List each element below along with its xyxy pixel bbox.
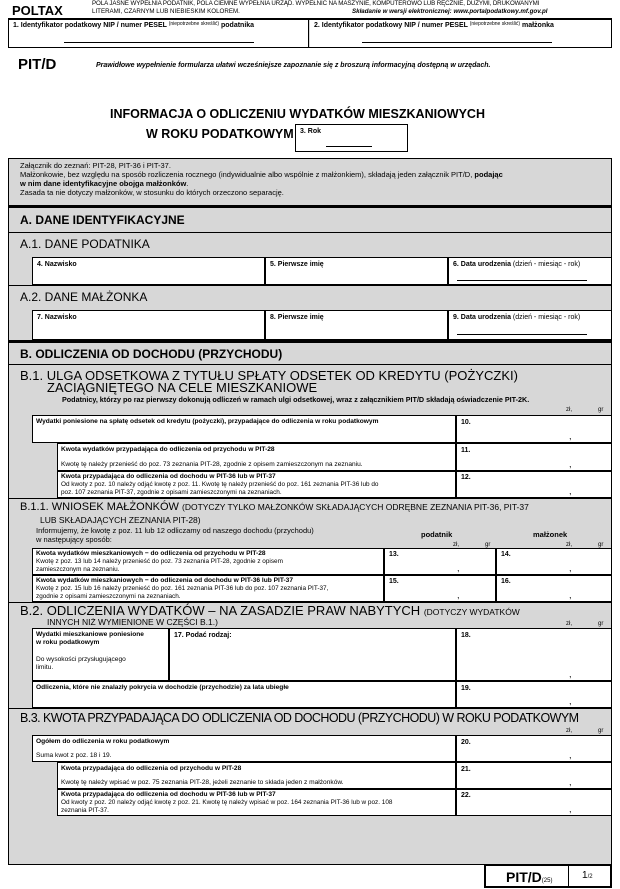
- section-b2-title-line2: INNYCH NIŻ WYMIENIONE W CZĘŚCI B.1.): [47, 617, 218, 627]
- fill-instructions-line2: LITERAMI, CZARNYM LUB NIEBIESKIM KOLOREM.: [92, 8, 240, 15]
- b11-gr-2: gr: [598, 542, 604, 548]
- row21-note: Kwotę tę należy wpisać w poz. 75 zeznania PIT-28, jeżeli zeznanie to składa jeden z małżonków.: [61, 779, 344, 786]
- row19-label-cell: [32, 681, 456, 708]
- field-18-number: 18.: [461, 632, 471, 639]
- row15-note-line1: Kwotę z poz. 15 lub 16 należy przenieść do poz. 161 zeznania PIT-36 lub do poz. 107 zeznania PIT-37,: [36, 585, 329, 592]
- section-b11-title-line1: B.1.1. WNIOSEK MAŁŻONKÓW (DOTYCZY TYLKO MAŁŻONKÓW SKŁADAJĄCYCH ODRĘBNE ZEZNANIA PIT-36, PIT-37: [20, 501, 529, 513]
- row17-left-line1: Wydatki mieszkaniowe poniesione: [36, 631, 144, 638]
- first-name-label: 5. Pierwsze imię: [270, 261, 324, 268]
- row22-note-line1: Od kwoty z poz. 20 należy odjąć kwotę z poz. 21. Kwotę tę należy wpisać w poz. 164 zeznania PIT-36 lub w poz. 108: [61, 799, 393, 806]
- field-22-number: 22.: [461, 792, 471, 799]
- col-taxpayer-header: podatnik: [421, 530, 453, 539]
- section-a2-title: A.2. DANE MAŁŻONKA: [20, 290, 148, 304]
- row10-label-cell: [32, 415, 456, 443]
- b2-zl-header: zł,: [566, 621, 572, 627]
- surname-label: 4. Nazwisko: [37, 261, 77, 268]
- row12-label: Kwota przypadająca do odliczenia od dochodu w PIT-36 lub w PIT-37: [61, 473, 276, 480]
- b1-zl-header: zł,: [566, 407, 572, 413]
- field-10-number: 10.: [461, 419, 471, 426]
- field-13[interactable]: 13. ,: [384, 548, 496, 575]
- form-title-line2: W ROKU PODATKOWYM: [146, 127, 294, 141]
- intro-line1: Załącznik do zeznań: PIT-28, PIT-36 i PIT-37.: [20, 161, 171, 170]
- b1-gr-header: gr: [598, 407, 604, 413]
- electronic-filing-note: Składanie w wersji elektronicznej: www.portalpodatkowy.mf.gov.pl: [352, 8, 548, 15]
- field-13-number: 13.: [389, 551, 399, 558]
- field-17[interactable]: [169, 628, 456, 681]
- b2-gr-header: gr: [598, 621, 604, 627]
- field-20-number: 20.: [461, 739, 471, 746]
- b3-gr-header: gr: [598, 728, 604, 734]
- row13-note-line2: zamieszczonym na zeznaniu.: [36, 566, 120, 573]
- row11-label: Kwota wydatków przypadająca do odliczenia od przychodu w PIT-28: [61, 446, 275, 453]
- row17-left-line4: limitu.: [36, 664, 54, 671]
- field-21[interactable]: 21. ,: [456, 762, 612, 789]
- section-b3-title: B.3. KWOTA PRZYPADAJĄCA DO ODLICZENIA OD DOCHODU (PRZYCHODU) W ROKU PODATKOWYM: [20, 711, 579, 725]
- row10-label: Wydatki poniesione na spłatę odsetek od kredytu (pożyczki), przypadające do odliczenia w roku podatkowym: [36, 418, 379, 425]
- spouse-first-name-label: 8. Pierwsze imię: [270, 314, 324, 321]
- field-18[interactable]: 18. ,: [456, 628, 612, 681]
- form-code: PIT/D: [18, 56, 57, 73]
- birth-date-hint: (dzień - miesiąc - rok): [512, 261, 581, 268]
- field-16[interactable]: 16. ,: [496, 575, 612, 602]
- first-name-field[interactable]: [265, 257, 448, 285]
- intro-line4: Zasada ta nie dotyczy małżonków, w stosunku do których orzeczono separację.: [20, 188, 284, 197]
- field-21-number: 21.: [461, 766, 471, 773]
- field-14[interactable]: 14. ,: [496, 548, 612, 575]
- field2-label: 2. Identyfikator podatkowy NIP / numer PESEL: [314, 22, 468, 29]
- field-16-number: 16.: [501, 578, 511, 585]
- row15-label-cell: [32, 575, 384, 602]
- field-11[interactable]: 11. ,: [456, 443, 612, 471]
- row17-left-line3: Do wysokości przysługującego: [36, 656, 126, 663]
- row22-note-line2: zeznania PIT-37.: [61, 807, 109, 814]
- field-15[interactable]: 15. ,: [384, 575, 496, 602]
- footer-version: (25): [541, 878, 553, 884]
- form-title-line1: INFORMACJA O ODLICZENIU WYDATKÓW MIESZKANIOWYCH: [110, 107, 485, 121]
- birth-date-field[interactable]: [448, 257, 612, 285]
- field-11-number: 11.: [461, 447, 471, 454]
- row15-label: Kwota wydatków mieszkaniowych − do odliczenia od dochodu w PIT-36 lub PIT-37: [36, 577, 294, 584]
- row17-left-cell: [32, 628, 169, 681]
- spouse-surname-field[interactable]: [32, 310, 265, 340]
- row12-note-line1: Od kwoty z poz. 10 należy odjąć kwotę z poz. 11. Kwotę tę należy przenieść do poz. 161 zeznania PIT-36 lub do: [61, 481, 379, 488]
- field-20[interactable]: 20. ,: [456, 735, 612, 762]
- spouse-birth-date-label: 9. Data urodzenia: [453, 314, 511, 321]
- row20-note: Suma kwot z poz. 18 i 19.: [36, 752, 112, 759]
- row22-label: Kwota przypadająca do odliczenia od dochodu w PIT-36 lub w PIT-37: [61, 791, 276, 798]
- instruction-note: Prawidłowe wypełnienie formularza ułatwi wcześniejsze zapoznanie się z broszurą informacyjną dostępną w urzędach.: [96, 62, 491, 69]
- spouse-surname-label: 7. Nazwisko: [37, 314, 77, 321]
- field1-hint: (niepotrzebne skreślić): [168, 21, 220, 27]
- field-10[interactable]: 10. ,: [456, 415, 612, 443]
- field-12-number: 12.: [461, 474, 471, 481]
- fill-instructions-line1: POLA JASNE WYPEŁNIA PODATNIK, POLA CIEMNE WYPEŁNIA URZĄD. WYPEŁNIĆ NA MASZYNIE, KOMPUTEROWO LUB RĘCZNIE, DUŻYMI, DRUKOWANYMI: [92, 0, 540, 7]
- section-b1-title-line2: ZACIĄGNIĘTEGO NA CELE MIESZKANIOWE: [47, 380, 318, 395]
- row17-left-line2: w roku podatkowym: [36, 639, 100, 646]
- field-17-label: 17. Podać rodzaj:: [174, 632, 232, 639]
- spouse-birth-date-hint: (dzień - miesiąc - rok): [512, 314, 581, 321]
- row11-note: Kwotę tę należy przenieść do poz. 73 zeznania PIT-28, zgodnie z opisem zamieszczonym na zeznaniu.: [61, 461, 363, 468]
- row19-label: Odliczenia, które nie znalazły pokrycia w dochodzie (przychodzie) za lata ubiegłe: [36, 684, 289, 691]
- footer-form-code: PIT/D: [506, 869, 542, 885]
- birth-date-label: 6. Data urodzenia: [453, 261, 511, 268]
- year-field[interactable]: [295, 124, 408, 152]
- surname-field[interactable]: [32, 257, 265, 285]
- section-b1-title-line1: B.1. ULGA ODSETKOWA Z TYTUŁU SPŁATY ODSETEK OD KREDYTU (POŻYCZKI): [20, 368, 518, 383]
- row21-label-cell: [57, 762, 456, 789]
- row21-label: Kwota przypadająca do odliczenia od przychodu w PIT-28: [61, 765, 242, 772]
- year-label: 3. Rok: [300, 128, 322, 135]
- row15-note-line2: zgodnie z opisami zamieszczonymi na zeznaniach.: [36, 593, 181, 600]
- row20-label: Ogółem do odliczenia w roku podatkowym: [36, 738, 170, 745]
- row22-label-cell: [57, 789, 456, 816]
- row13-label: Kwota wydatków mieszkaniowych − do odliczenia od przychodu w PIT-28: [36, 550, 266, 557]
- field-22[interactable]: 22. ,: [456, 789, 612, 816]
- spouse-birth-date-field[interactable]: [448, 310, 612, 340]
- field-19[interactable]: 19. ,: [456, 681, 612, 708]
- b11-zl-1: zł,: [453, 542, 459, 548]
- field-14-number: 14.: [501, 551, 511, 558]
- field1-suffix: podatnika: [221, 22, 255, 29]
- b3-zl-header: zł,: [566, 728, 572, 734]
- section-b11-title-line2: LUB SKŁADAJĄCYCH ZEZNANIA PIT-28): [40, 515, 201, 525]
- section-b2-title-line1: B.2. ODLICZENIA WYDATKÓW – NA ZASADZIE PRAW NABYTYCH (DOTYCZY WYDATKÓW: [20, 603, 520, 618]
- row11-label-cell: [57, 443, 456, 471]
- field-12[interactable]: 12. ,: [456, 471, 612, 498]
- b11-zl-2: zł,: [566, 542, 572, 548]
- intro-line3: w nim dane identyfikacyjne obojga małżonków.: [20, 179, 189, 188]
- footer-page: 1: [582, 870, 588, 881]
- intro-line2: Małżonkowie, bez względu na sposób rozliczenia rocznego (indywidualnie albo wspólnie z małżonkiem), składają jeden załącznik PIT/D, podając: [20, 170, 503, 179]
- row20-label-cell: [32, 735, 456, 762]
- spouse-identifier-field[interactable]: [310, 20, 611, 47]
- section-a1-title: A.1. DANE PODATNIKA: [20, 237, 150, 251]
- taxpayer-identifier-field[interactable]: [9, 20, 309, 47]
- row13-label-cell: [32, 548, 384, 575]
- brand-label: POLTAX: [12, 3, 63, 18]
- field2-hint: (niepotrzebne skreślić): [469, 21, 521, 27]
- row12-label-cell: [57, 471, 456, 498]
- field2-suffix: małżonka: [522, 22, 554, 29]
- field1-label: 1. Identyfikator podatkowy NIP / numer PESEL: [13, 22, 167, 29]
- row12-note-line2: poz. 107 zeznania PIT-37, zgodnie z opisami zamieszczonymi na zeznaniach.: [61, 489, 282, 496]
- field-19-number: 19.: [461, 685, 471, 692]
- row13-note-line1: Kwotę z poz. 13 lub 14 należy przenieść do poz. 73 zeznania PIT-28, zgodnie z opisem: [36, 558, 283, 565]
- b11-inform-line2: w następujący sposób:: [36, 535, 112, 544]
- footer-form-code-box: [484, 864, 612, 888]
- section-a-title: A. DANE IDENTYFIKACYJNE: [20, 213, 185, 227]
- spouse-first-name-field[interactable]: [265, 310, 448, 340]
- b11-gr-1: gr: [485, 542, 491, 548]
- col-spouse-header: małżonek: [533, 530, 568, 539]
- section-b1-note: Podatnicy, którzy po raz pierwszy dokonują odliczeń w ramach ulgi odsetkowej, wraz z załącznikiem PIT/D składają oświadczenie PIT-2K.: [62, 395, 530, 404]
- footer-pages: /2: [587, 874, 593, 880]
- section-b-title: B. ODLICZENIA OD DOCHODU (PRZYCHODU): [20, 347, 283, 361]
- field-15-number: 15.: [389, 578, 399, 585]
- b11-inform-line1: Informujemy, że kwotę z poz. 11 lub 12 odliczamy od naszego dochodu (przychodu): [36, 526, 314, 535]
